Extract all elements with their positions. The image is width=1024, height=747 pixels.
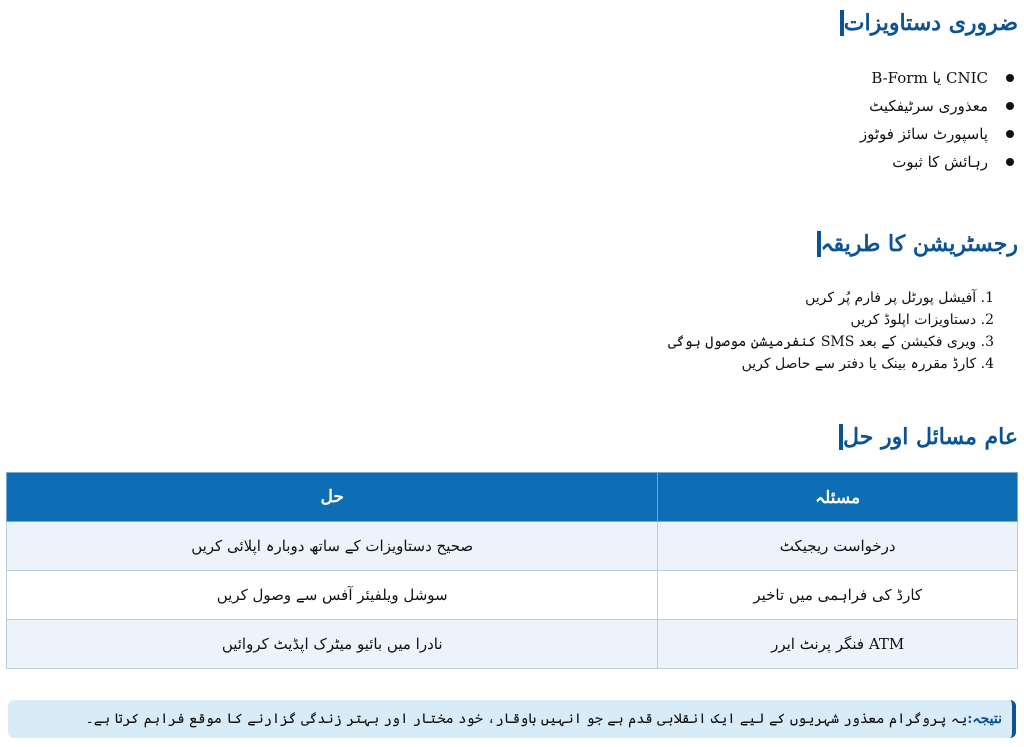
issues-table xyxy=(6,472,1018,669)
heading-title: ضروری دستاویزات xyxy=(843,10,1018,36)
bullet-icon xyxy=(1006,130,1014,138)
heading-accent-bar xyxy=(817,231,821,257)
heading-accent-bar xyxy=(839,424,843,450)
section-heading-registration xyxy=(805,227,1018,261)
step-item: 1. آفیشل پورٹل پر فارم پُر کریں xyxy=(805,290,994,306)
section-heading-documents xyxy=(828,6,1018,40)
step-item: 2. دستاویزات اپلوڈ کریں xyxy=(850,312,994,328)
step-item: 4. کارڈ مقررہ بینک یا دفتر سے حاصل کریں xyxy=(741,356,994,372)
column-header-problem: مسئلہ xyxy=(658,473,1018,522)
solution-cell: صحیح دستاویزات کے ساتھ دوبارہ اپلائی کریں xyxy=(7,522,658,571)
solution-cell: سوشل ویلفیئر آفس سے وصول کریں xyxy=(7,571,658,620)
list-item-text: CNIC یا B-Form xyxy=(871,69,988,87)
documents-list xyxy=(860,64,1014,176)
column-header-solution: حل xyxy=(7,473,658,522)
bullet-icon xyxy=(1006,102,1014,110)
list-item xyxy=(860,120,1014,148)
list-item-text: پاسپورٹ سائز فوٹوز xyxy=(859,125,988,143)
step-item: 3. ویری فکیشن کے بعد SMS کنفرمیشن موصول ہوگی xyxy=(668,334,994,350)
list-item xyxy=(860,148,1014,176)
conclusion-box xyxy=(8,700,1016,738)
table-row xyxy=(7,522,1018,571)
list-item-text: معذوری سرٹیفکیٹ xyxy=(869,97,988,115)
list-item-text: رہائش کا ثبوت xyxy=(892,153,988,171)
bullet-icon xyxy=(1006,158,1014,166)
problem-cell: ATM فنگر پرنٹ ایرر xyxy=(658,620,1018,669)
bullet-icon xyxy=(1006,74,1014,82)
table-row xyxy=(7,620,1018,669)
heading-title: رجسٹریشن کا طریقہ xyxy=(820,231,1018,257)
table-row xyxy=(7,571,1018,620)
table-header-row xyxy=(7,473,1018,522)
section-heading-issues xyxy=(827,420,1018,454)
heading-accent-bar xyxy=(840,10,844,36)
registration-steps xyxy=(668,287,994,375)
solution-cell: نادرا میں بائیو میٹرک اپڈیٹ کروائیں xyxy=(7,620,658,669)
list-item xyxy=(860,64,1014,92)
conclusion-label: نتیجہ: xyxy=(967,711,1002,727)
list-item xyxy=(860,92,1014,120)
problem-cell: کارڈ کی فراہمی میں تاخیر xyxy=(658,571,1018,620)
conclusion-text: یہ پروگرام معذور شہریوں کے لیے ایک انقلابی قدم ہے جو انہیں باوقار، خود مختار اور بہتر زندگی گزارنے کا موقع فراہم کرتا ہے۔ xyxy=(85,711,968,727)
problem-cell: درخواست ریجیکٹ xyxy=(658,522,1018,571)
heading-title: عام مسائل اور حل xyxy=(843,424,1018,450)
